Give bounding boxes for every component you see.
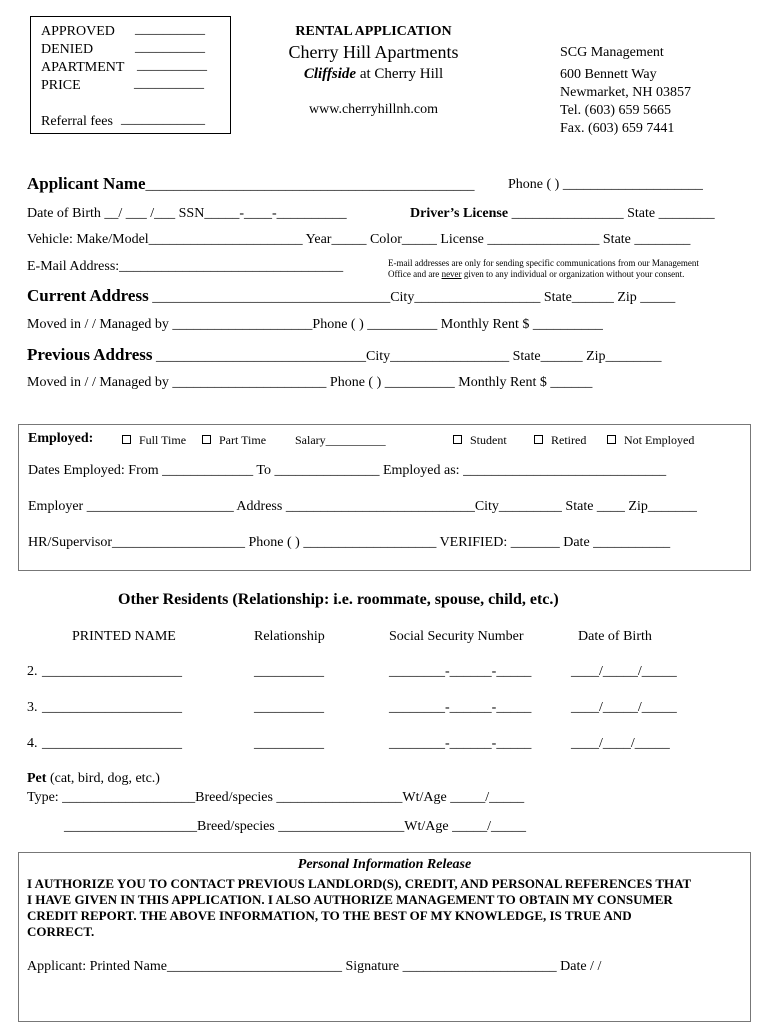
hr-supervisor-row[interactable]: HR/Supervisor___________________ Phone ( ) ___________________ VERIFIED: _______ Date ___________ xyxy=(28,535,671,550)
resident-relationship-line[interactable]: __________ xyxy=(254,664,324,679)
mgmt-name: SCG Management xyxy=(560,45,664,60)
mgmt-tel: Tel. (603) 659 5665 xyxy=(560,103,672,118)
resident-name-line[interactable]: ____________________ xyxy=(42,664,182,679)
current-address-line[interactable]: __________________________________City__________________ State______ Zip _____ xyxy=(148,290,676,305)
col-dob: Date of Birth xyxy=(578,629,652,644)
drivers-license-row[interactable] xyxy=(410,206,715,222)
previous-moved-row[interactable]: Moved in / / Managed by ______________________ Phone ( ) __________ Monthly Rent $ ______ xyxy=(27,375,593,390)
resident-relationship-line[interactable]: __________ xyxy=(254,736,324,751)
office-use-box xyxy=(30,16,231,134)
release-title: Personal Information Release xyxy=(297,857,472,872)
email-row[interactable]: E-Mail Address:________________________________ xyxy=(27,259,344,274)
resident-dob-line[interactable]: ____/_____/_____ xyxy=(571,664,677,679)
not-employed-checkbox[interactable] xyxy=(607,435,616,444)
email-note-end: given to any individual or organization without your consent. xyxy=(461,269,685,279)
retired-checkbox[interactable] xyxy=(534,435,543,444)
signature-row[interactable]: Applicant: Printed Name_________________________ Signature ______________________ Date / / xyxy=(27,959,602,974)
previous-address-label: Previous Address xyxy=(27,345,153,364)
student-label: Student xyxy=(470,433,507,447)
resident-row[interactable] xyxy=(27,736,747,754)
email-note-line-2 xyxy=(388,269,684,279)
other-residents-title: Other Residents (Relationship: i.e. roommate, spouse, child, etc.) xyxy=(118,591,559,608)
drivers-license-label: Driver’s License xyxy=(410,206,509,221)
current-moved-row[interactable]: Moved in / / Managed by ____________________Phone ( ) __________ Monthly Rent $ __________ xyxy=(27,317,603,332)
resident-number: 2. xyxy=(27,664,38,679)
employment-box xyxy=(18,424,751,571)
previous-address-row[interactable] xyxy=(27,345,662,365)
full-time-checkbox[interactable] xyxy=(122,435,131,444)
salary-field[interactable]: Salary__________ xyxy=(295,433,386,447)
resident-ssn-line[interactable]: ________-______-_____ xyxy=(389,664,532,679)
price-label: PRICE xyxy=(41,78,81,93)
retired-label: Retired xyxy=(551,433,587,447)
approved-line[interactable]: __________ xyxy=(135,22,205,37)
property-subtitle xyxy=(230,66,517,83)
col-printed-name: PRINTED NAME xyxy=(72,629,176,644)
previous-address-line[interactable]: ______________________________City_________________ State______ Zip________ xyxy=(152,349,662,364)
part-time-option[interactable] xyxy=(202,433,266,448)
denied-line[interactable]: __________ xyxy=(135,40,205,55)
part-time-checkbox[interactable] xyxy=(202,435,211,444)
pet-type-row[interactable]: Type: ___________________Breed/species __________________Wt/Age _____/_____ xyxy=(27,790,525,805)
full-time-option[interactable] xyxy=(122,433,186,448)
release-text-line-4: CORRECT. xyxy=(27,924,95,939)
mgmt-fax: Fax. (603) 659 7441 xyxy=(560,121,675,136)
resident-relationship-line[interactable]: __________ xyxy=(254,700,324,715)
denied-label: DENIED xyxy=(41,42,94,57)
resident-name-line[interactable]: ____________________ xyxy=(42,736,182,751)
full-time-label: Full Time xyxy=(139,433,187,447)
employer-row[interactable]: Employer _____________________ Address ___________________________City_________ State ____ Zip_______ xyxy=(28,499,697,514)
applicant-name-line[interactable]: _______________________________________________ xyxy=(145,178,475,193)
cliffside-name: Cliffside xyxy=(303,66,357,82)
resident-ssn-line[interactable]: ________-______-_____ xyxy=(389,736,532,751)
applicant-name-row[interactable] xyxy=(27,174,475,194)
current-address-row[interactable] xyxy=(27,286,675,306)
current-address-label: Current Address xyxy=(27,286,149,305)
email-note-never: never xyxy=(441,269,462,279)
email-note-line-1: E-mail addresses are only for sending specific communications from our Management xyxy=(388,258,699,268)
release-box xyxy=(18,852,751,1022)
retired-option[interactable] xyxy=(534,433,586,448)
col-ssn: Social Security Number xyxy=(389,629,524,644)
pet-examples: (cat, bird, dog, etc.) xyxy=(46,771,160,786)
resident-dob-line[interactable]: ____/_____/_____ xyxy=(571,700,677,715)
resident-dob-line[interactable]: ____/____/_____ xyxy=(571,736,670,751)
dates-employed-row[interactable]: Dates Employed: From _____________ To _______________ Employed as: _____________________________ xyxy=(28,463,667,478)
resident-number: 4. xyxy=(27,736,38,751)
col-relationship: Relationship xyxy=(254,629,325,644)
approved-label: APPROVED xyxy=(41,24,115,39)
part-time-label: Part Time xyxy=(219,433,267,447)
student-option[interactable] xyxy=(453,433,507,448)
release-text-line-1: I AUTHORIZE YOU TO CONTACT PREVIOUS LANDLORD(S), CREDIT, AND PERSONAL REFERENCES THAT xyxy=(27,876,692,891)
form-title: RENTAL APPLICATION xyxy=(295,24,452,39)
pet-header xyxy=(27,771,160,787)
student-checkbox[interactable] xyxy=(453,435,462,444)
mgmt-street: 600 Bennett Way xyxy=(560,67,657,82)
resident-row[interactable] xyxy=(27,664,747,682)
resident-row[interactable] xyxy=(27,700,747,718)
release-text-line-3: CREDIT REPORT. THE ABOVE INFORMATION, TO THE BEST OF MY KNOWLEDGE, IS TRUE AND xyxy=(27,908,632,923)
referral-fees-label: Referral fees xyxy=(41,114,113,129)
drivers-license-line[interactable]: ________________ State ________ xyxy=(508,206,715,221)
release-text-line-2: I HAVE GIVEN IN THIS APPLICATION. I ALSO AUTHORIZE MANAGEMENT TO OBTAIN MY CONSUMER xyxy=(27,892,673,907)
apartment-line[interactable]: __________ xyxy=(137,58,207,73)
website-link[interactable]: www.cherryhillnh.com xyxy=(309,102,438,117)
apartment-label: APARTMENT xyxy=(41,60,125,75)
pet-second-row[interactable]: ___________________Breed/species __________________Wt/Age _____/_____ xyxy=(64,819,526,834)
email-note-start: Office and are xyxy=(388,269,442,279)
applicant-name-label: Applicant Name xyxy=(27,174,146,193)
not-employed-label: Not Employed xyxy=(624,433,695,447)
resident-ssn-line[interactable]: ________-______-_____ xyxy=(389,700,532,715)
employed-label: Employed: xyxy=(28,431,94,446)
vehicle-row[interactable]: Vehicle: Make/Model______________________ Year_____ Color_____ License ________________ State ________ xyxy=(27,232,691,247)
resident-name-line[interactable]: ____________________ xyxy=(42,700,182,715)
referral-fees-line[interactable]: ____________ xyxy=(121,112,205,127)
resident-number: 3. xyxy=(27,700,38,715)
property-name: Cherry Hill Apartments xyxy=(288,42,459,62)
price-line[interactable]: __________ xyxy=(134,76,204,91)
pet-label: Pet xyxy=(27,771,47,786)
cherry-hill-text: at Cherry Hill xyxy=(356,66,444,82)
mgmt-city: Newmarket, NH 03857 xyxy=(560,85,692,100)
not-employed-option[interactable] xyxy=(607,433,694,448)
applicant-phone[interactable]: Phone ( ) ____________________ xyxy=(508,177,703,192)
dob-ssn-row[interactable]: Date of Birth __/ ___ /___ SSN_____-____-__________ xyxy=(27,206,347,221)
